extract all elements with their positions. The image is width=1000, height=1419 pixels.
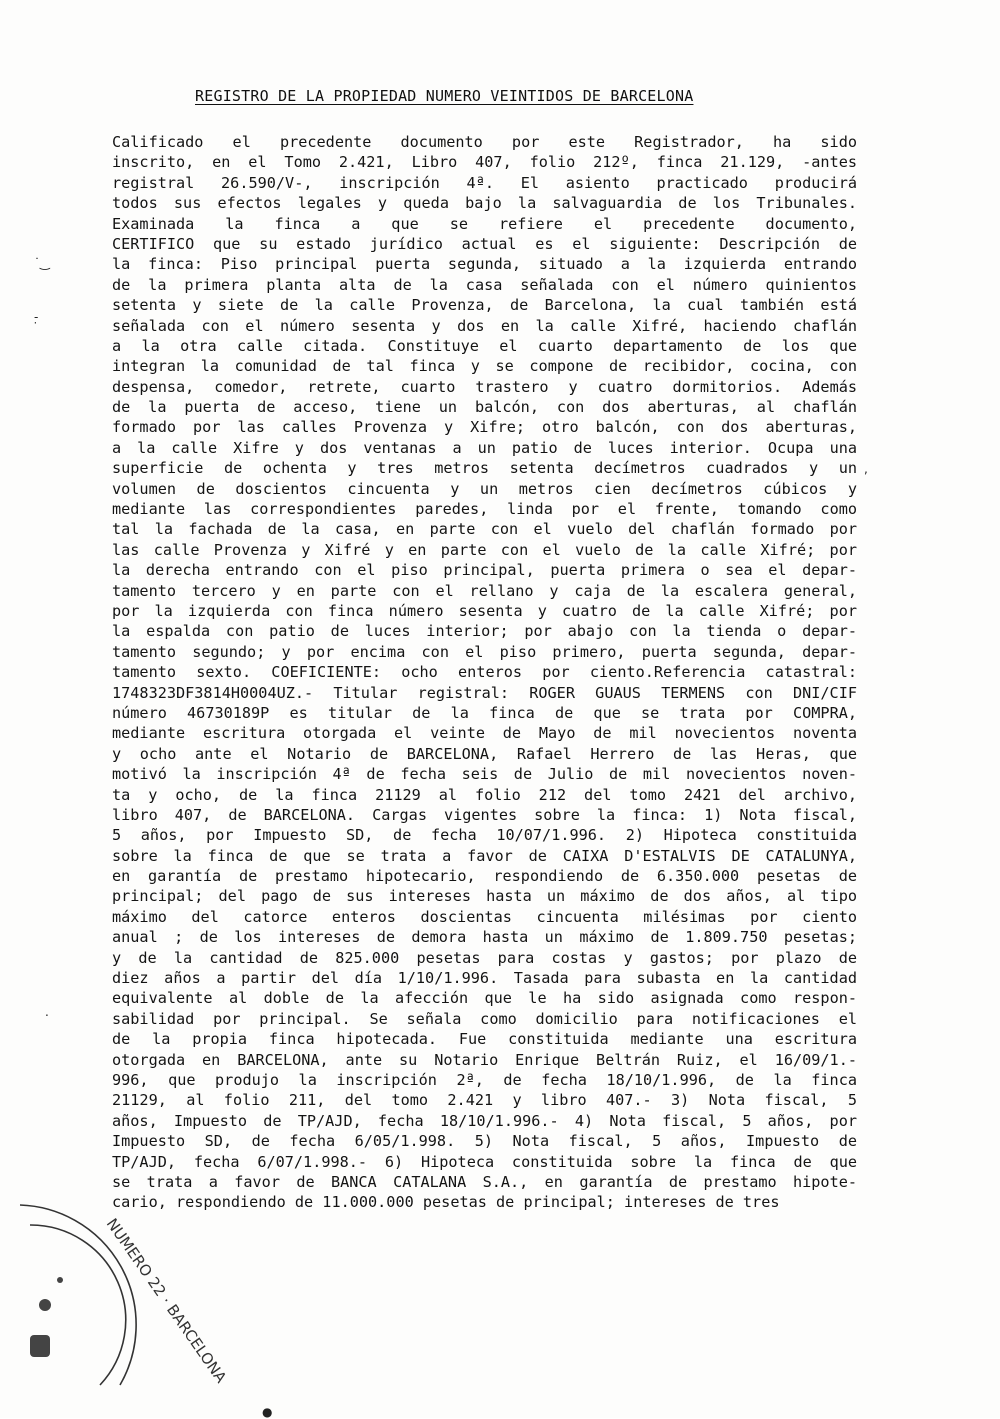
text-line: diez años a partir del día 1/10/1.996. Tasada para subasta en la cantidad bbox=[112, 969, 857, 988]
text-line: años, Impuesto de TP/AJD, fecha 18/10/1.996.- 4) Nota fiscal, 5 años, por bbox=[112, 1111, 857, 1130]
text-line: sabilidad por principal. Se señala como domicilio para notificaciones el bbox=[112, 1009, 857, 1028]
registry-seal-stamp bbox=[0, 1185, 231, 1415]
margin-mark: -̣ bbox=[34, 310, 39, 324]
text-line: setenta y siete de la calle Provenza, de Barcelona, la cual también está bbox=[112, 296, 857, 315]
text-line: principal; del pago de sus intereses hasta un máximo de dos años, al tipo bbox=[112, 887, 857, 906]
seal-lettering: NUMERO 22 · BARCELONA bbox=[102, 1215, 231, 1387]
margin-mark: ● bbox=[262, 1405, 273, 1419]
text-line: mediante escritura otorgada el veinte de Mayo de mil novecientos noventa bbox=[112, 724, 857, 743]
text-line: todos sus efectos legales y queda bajo la salvaguardia de los Tribunales. bbox=[112, 194, 857, 213]
text-line: la derecha entrando con el piso principal, puerta primera o sea el depar- bbox=[112, 561, 857, 580]
text-line: inscrito, en el Tomo 2.421, Libro 407, folio 212º, finca 21.129, -antes bbox=[112, 153, 857, 172]
margin-mark: ˙‿ bbox=[34, 256, 50, 270]
text-line: motivó la inscripción 4ª de fecha seis de Julio de mil novecientos noven- bbox=[112, 765, 857, 784]
text-line: número 46730189P es titular de la finca de que se trata por COMPRA, bbox=[112, 703, 857, 722]
text-line: 5 años, por Impuesto SD, de fecha 10/07/1.996. 2) Hipoteca constituida bbox=[112, 826, 857, 845]
margin-mark: . bbox=[45, 1005, 49, 1019]
text-line: 1748323DF3814H0004UZ.- Titular registral: ROGER GUAUS TERMENS con DNI/CIF bbox=[112, 683, 857, 702]
text-line: en garantía de prestamo hipotecario, respondiendo de 6.350.000 pesetas de bbox=[112, 867, 857, 886]
text-line: formado por las calles Provenza y Xifre; otro balcón, con dos aberturas, bbox=[112, 418, 857, 437]
text-line: Examinada la finca a que se refiere el precedente documento, bbox=[112, 214, 857, 233]
text-line: cario, respondiendo de 11.000.000 pesetas de principal; intereses de tres bbox=[112, 1193, 780, 1212]
text-line: la espalda con patio de luces interior; por abajo con la tienda o depar- bbox=[112, 622, 857, 641]
text-line: libro 407, de BARCELONA. Cargas vigentes sobre la finca: 1) Nota fiscal, bbox=[112, 805, 857, 824]
text-line: Impuesto SD, de fecha 6/05/1.998. 5) Nota fiscal, 5 años, Impuesto de bbox=[112, 1132, 857, 1151]
text-line: y de la cantidad de 825.000 pesetas para costas y gastos; por plazo de bbox=[112, 948, 857, 967]
text-line: de la puerta de acceso, tiene un balcón, con dos aberturas, al chaflán bbox=[112, 398, 857, 417]
text-line: y ocho ante el Notario de BARCELONA, Rafael Herrero de las Heras, que bbox=[112, 744, 857, 763]
text-line: sobre la finca de que se trata a favor de CAIXA D'ESTALVIS DE CATALUNYA, bbox=[112, 846, 857, 865]
text-line: tamento tercero y en parte con el rellano y caja de la escalera general, bbox=[112, 581, 857, 600]
text-line: a la calle Xifre y dos ventanas a un patio de luces interior. Ocupa una bbox=[112, 438, 857, 457]
text-line: de la propia finca hipotecada. Fue constituida mediante una escritura bbox=[112, 1030, 857, 1049]
text-line: tamento sexto. COEFICIENTE: ocho enteros por ciento.Referencia catastral: bbox=[112, 663, 857, 682]
document-header: REGISTRO DE LA PROPIEDAD NUMERO VEINTIDOS DE BARCELONA bbox=[195, 87, 694, 105]
text-line: de la primera planta alta de la casa señalada con el número quinientos bbox=[112, 275, 857, 294]
margin-mark: , bbox=[864, 462, 868, 476]
text-line: TP/AJD, fecha 6/07/1.998.- 6) Hipoteca constituida sobre la finca de que bbox=[112, 1152, 857, 1171]
text-line: la finca: Piso principal puerta segunda, situado a la izquierda entrando bbox=[112, 255, 857, 274]
text-line: tal la fachada de la casa, en parte con el vuelo del chaflán formado por bbox=[112, 520, 857, 539]
text-line: superficie de ochenta y tres metros setenta decímetros cuadrados y un bbox=[112, 459, 857, 478]
text-line: otorgada en BARCELONA, ante su Notario Enrique Beltrán Ruiz, el 16/09/1.- bbox=[112, 1050, 857, 1069]
text-line: equivalente al doble de la afección que le ha sido asignada como respon- bbox=[112, 989, 857, 1008]
text-line: registral 26.590/V-, inscripción 4ª. El asiento practicado producirá bbox=[112, 173, 857, 192]
text-line: integran la comunidad de tal finca y se compone de recibidor, cocina, con bbox=[112, 357, 857, 376]
text-line: despensa, comedor, retrete, cuarto trastero y cuatro dormitorios. Además bbox=[112, 377, 857, 396]
text-line: a la otra calle citada. Constituye el cuarto departamento de los que bbox=[112, 336, 857, 355]
text-line: las calle Provenza y Xifré y en parte con el vuelo de la calle Xifré; por bbox=[112, 540, 857, 559]
document-body bbox=[112, 132, 857, 1213]
text-line: volumen de doscientos cincuenta y un metros cien decímetros cúbicos y bbox=[112, 479, 857, 498]
text-line: ta y ocho, de la finca 21129 al folio 212 del tomo 2421 del archivo, bbox=[112, 785, 857, 804]
text-line: Calificado el precedente documento por este Registrador, ha sido bbox=[112, 133, 857, 151]
text-line: máximo del catorce enteros doscientas cincuenta milésimas por ciento bbox=[112, 907, 857, 926]
text-line: CERTIFICO que su estado jurídico actual es el siguiente: Descripción de bbox=[112, 234, 857, 253]
text-line: se trata a favor de BANCA CATALANA S.A., en garantía de prestamo hipote- bbox=[112, 1172, 857, 1191]
text-line: anual ; de los intereses de demora hasta un máximo de 1.809.750 pesetas; bbox=[112, 928, 857, 947]
text-line: 996, que produjo la inscripción 2ª, de fecha 18/10/1.996, de la finca bbox=[112, 1070, 857, 1089]
text-line: por la izquierda con finca número sesenta y cuatro de la calle Xifré; por bbox=[112, 601, 857, 620]
text-line: 21129, al folio 211, del tomo 2.421 y libro 407.- 3) Nota fiscal, 5 bbox=[112, 1091, 857, 1110]
text-line: señalada con el número sesenta y dos en la calle Xifré, haciendo chaflán bbox=[112, 316, 857, 335]
text-line: mediante las correspondientes paredes, linda por el frente, tomando como bbox=[112, 500, 857, 519]
text-line: tamento segundo; y por encima con el piso primero, puerta segunda, depar- bbox=[112, 642, 857, 661]
